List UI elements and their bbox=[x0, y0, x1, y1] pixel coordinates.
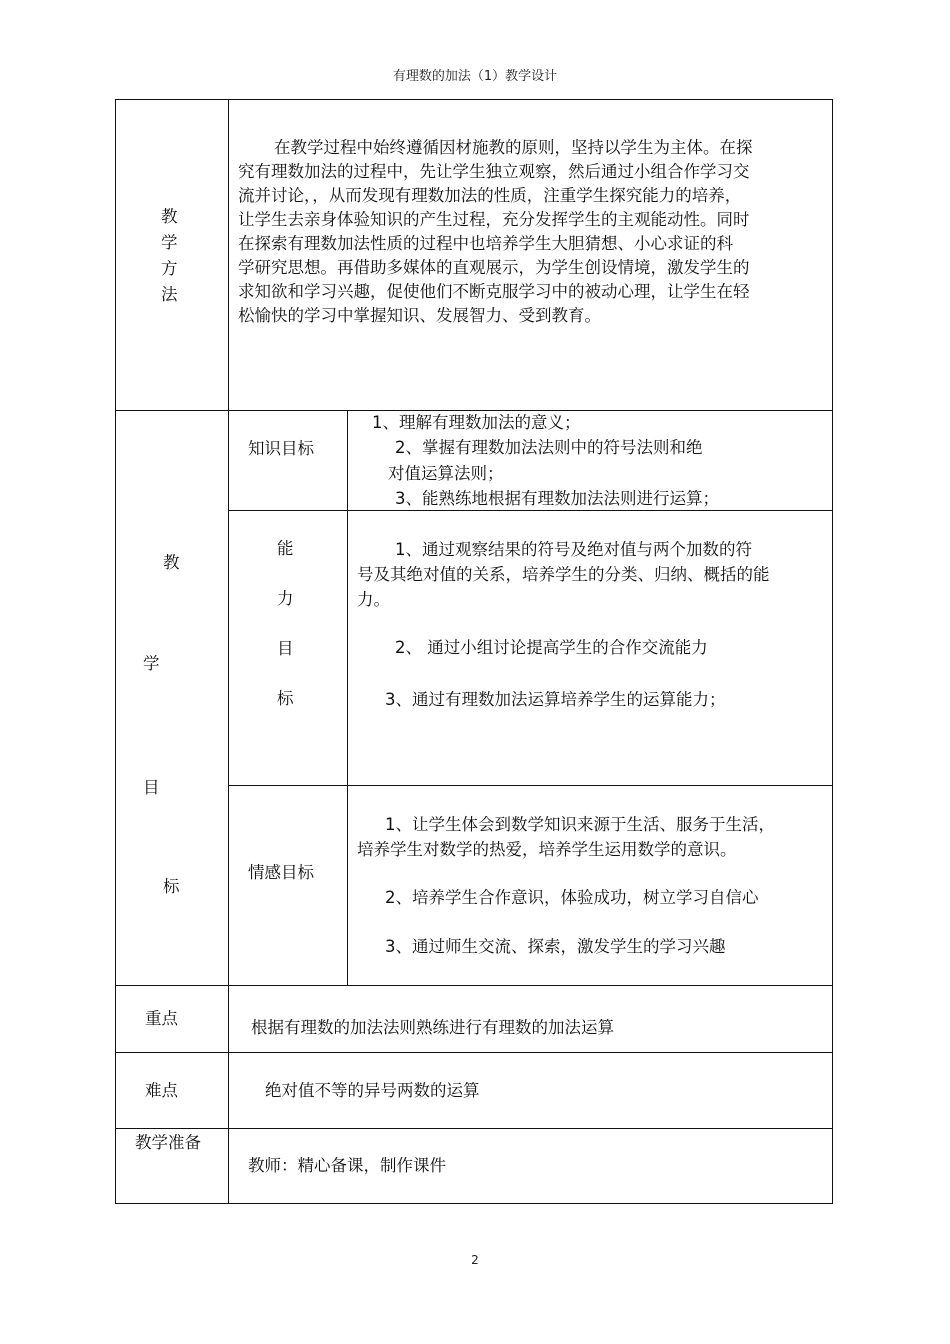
knowledge-label: 知识目标 bbox=[248, 439, 314, 458]
methods-line: 在探索有理数加法性质的过程中也培养学生大胆猜想、小心求证的科 bbox=[238, 234, 733, 253]
knowledge-item: 对值运算法则； bbox=[388, 464, 504, 483]
methods-line: 究有理数加法的过程中，先让学生独立观察，然后通过小组合作学习交 bbox=[238, 162, 750, 181]
ability-label-4: 标 bbox=[277, 689, 294, 708]
key-point-text: 根据有理数的加法法则熟练进行有理数的加法运算 bbox=[251, 1018, 614, 1037]
methods-text bbox=[238, 136, 753, 328]
emotion-label: 情感目标 bbox=[248, 863, 314, 882]
page-header: 有理数的加法（1）教学设计 bbox=[392, 69, 558, 84]
ability-item: 力。 bbox=[357, 590, 390, 609]
methods-label-4: 法 bbox=[161, 285, 178, 304]
methods-line: 让学生去亲身体验知识的产生过程，充分发挥学生的主观能动性。同时 bbox=[238, 210, 750, 229]
ability-item: 2、 通过小组讨论提高学生的合作交流能力 bbox=[395, 638, 708, 657]
ability-item: 1、通过观察结果的符号及绝对值与两个加数的符 bbox=[395, 540, 752, 559]
page-number: 2 bbox=[471, 1253, 479, 1267]
objectives-label-4: 标 bbox=[163, 877, 180, 896]
difficulty-label: 难点 bbox=[145, 1081, 178, 1100]
ability-item: 号及其绝对值的关系，培养学生的分类、归纳、概括的能 bbox=[357, 565, 770, 584]
emotion-item: 培养学生对数学的热爱，培养学生运用数学的意识。 bbox=[357, 840, 737, 859]
emotion-item: 1、让学生体会到数学知识来源于生活、服务于生活， bbox=[385, 815, 775, 834]
methods-line: 在教学过程中始终遵循因材施教的原则，坚持以学生为主体。在探 bbox=[274, 138, 753, 157]
emotion-item: 3、通过师生交流、探索，激发学生的学习兴趣 bbox=[385, 937, 726, 956]
preparation-text: 教师：精心备课，制作课件 bbox=[248, 1156, 446, 1175]
methods-line: 求知欲和学习兴趣，促使他们不断克服学习中的被动心理，让学生在轻 bbox=[238, 282, 750, 301]
ability-label-1: 能 bbox=[277, 539, 294, 558]
key-point-label: 重点 bbox=[145, 1009, 178, 1028]
methods-label-3: 方 bbox=[161, 259, 178, 278]
ability-label-2: 力 bbox=[277, 589, 294, 608]
knowledge-item: 1、理解有理数加法的意义； bbox=[372, 413, 581, 432]
preparation-label: 教学准备 bbox=[135, 1133, 201, 1152]
methods-line: 松愉快的学习中掌握知识、发展智力、受到教育。 bbox=[238, 306, 601, 325]
objectives-label-3: 目 bbox=[143, 778, 160, 797]
difficulty-text: 绝对值不等的异号两数的运算 bbox=[265, 1081, 480, 1100]
ability-item: 3、通过有理数加法运算培养学生的运算能力； bbox=[385, 690, 726, 709]
objectives-label-1: 教 bbox=[163, 553, 180, 572]
knowledge-item: 2、掌握有理数加法法则中的符号法则和绝 bbox=[395, 438, 703, 457]
ability-label-3: 目 bbox=[277, 639, 294, 658]
methods-label-1: 教 bbox=[161, 207, 178, 226]
objectives-label-2: 学 bbox=[143, 654, 160, 673]
emotion-item: 2、培养学生合作意识，体验成功，树立学习自信心 bbox=[385, 888, 759, 907]
methods-label-2: 学 bbox=[161, 233, 178, 252]
methods-line: 流并讨论，，从而发现有理数加法的性质，注重学生探究能力的培养， bbox=[238, 186, 742, 205]
knowledge-item: 3、能熟练地根据有理数加法法则进行运算； bbox=[395, 489, 719, 508]
methods-line: 学研究思想。再借助多媒体的直观展示，为学生创设情境，激发学生的 bbox=[238, 258, 750, 277]
